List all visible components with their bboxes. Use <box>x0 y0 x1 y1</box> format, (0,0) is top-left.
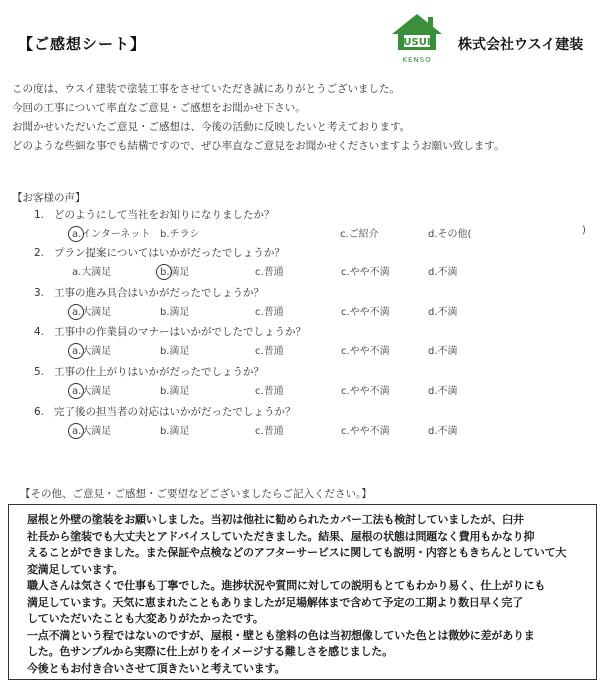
option-letter: c. <box>255 346 264 357</box>
answer-option[interactable] <box>72 263 111 278</box>
option-label: 普通 <box>263 346 284 357</box>
customer-voice-label: 【お客様の声】 <box>12 192 86 204</box>
intro-line: どのような些細な事でも結構ですので、ぜひ率直なご意見をお聞かせくださいますようお願い致します。 <box>12 140 505 152</box>
option-letter: b. <box>160 307 170 318</box>
question-label: 工事中の作業員のマナーはいかがでしたでしょうか？ <box>54 326 307 338</box>
answer-option[interactable] <box>255 303 284 318</box>
comment-line: 変満足しています。 <box>27 562 124 576</box>
option-label: 満足 <box>169 346 190 357</box>
answer-option[interactable] <box>72 303 111 318</box>
option-letter: c. <box>255 267 264 278</box>
intro-text <box>12 80 597 156</box>
option-label: 満足 <box>169 426 190 437</box>
option-letter: b. <box>160 346 170 357</box>
option-label: やや不満 <box>349 307 390 318</box>
answer-option[interactable] <box>160 342 190 357</box>
question-text <box>34 324 306 339</box>
question-text <box>34 285 264 300</box>
intro-line: この度は、ウスイ建装で塗装工事をさせていただき誠にありがとうございました。 <box>12 83 400 95</box>
answer-option[interactable] <box>341 263 390 278</box>
answer-option[interactable] <box>341 422 390 437</box>
answer-option[interactable] <box>160 382 190 397</box>
answer-option[interactable] <box>428 303 458 318</box>
question-label: どのようにして当社をお知りになりましたか？ <box>54 209 275 221</box>
option-letter: b. <box>160 386 170 397</box>
company-name: 株式会社ウスイ建装 <box>458 37 584 53</box>
option-label: 大満足 <box>81 346 112 357</box>
comment-line: 職人さんは気さくで仕事も丁寧でした。進捗状況や質問に対しての説明もとてもわかり易く、仕上がりにも <box>27 579 546 592</box>
comment-line: していただいたことも大変ありがたかったです。 <box>27 612 264 625</box>
question-label: 工事の進み具合はいかがだったでしょうか？ <box>54 287 265 299</box>
question-number: 5. <box>34 366 45 378</box>
option-letter: c. <box>341 386 350 397</box>
comment-line: 社長から塗装でも大丈夫とアドバイスしていただきました。結果、屋根の状態は問題なく費用もかなり抑 <box>27 529 535 543</box>
option-label: やや不満 <box>349 267 390 278</box>
house-logo-icon <box>388 12 446 68</box>
question-label: 工事の仕上がりはいかがだったでしょうか？ <box>54 366 265 378</box>
comment-line: 一点不満という程ではないのですが、屋根・壁とも塗料の色は当初想像していた色とは微妙に差がありま <box>27 628 535 642</box>
answer-option[interactable] <box>255 422 284 437</box>
comment-box <box>8 504 597 680</box>
option-label: 普通 <box>263 307 284 318</box>
answer-option[interactable] <box>255 263 284 278</box>
option-letter: c. <box>255 386 264 397</box>
option-label: 大満足 <box>81 267 112 278</box>
option-letter: c. <box>341 426 350 437</box>
option-letter: d. <box>428 229 438 240</box>
option-label: 満足 <box>169 307 190 318</box>
answer-option[interactable] <box>428 342 458 357</box>
intro-line: 今回の工事について率直なご意見・ご感想をお聞かせ下さい。 <box>12 102 306 114</box>
option-letter: a. <box>72 426 82 437</box>
answer-option[interactable] <box>255 342 284 357</box>
question-number: 4. <box>34 326 45 338</box>
option-letter: c. <box>341 307 350 318</box>
option-letter: a. <box>72 267 82 278</box>
answer-option[interactable] <box>341 303 390 318</box>
option-letter: a. <box>72 307 82 318</box>
comment-line: 満足しています。天気に恵まれたこともありましたが足場解体まで含めて予定の工期より数日早く完了 <box>27 595 523 609</box>
question-number: 6. <box>34 406 45 418</box>
answer-option[interactable] <box>255 382 284 397</box>
question-number: 3. <box>34 287 45 299</box>
option-letter: c. <box>255 307 264 318</box>
company-logo <box>388 12 446 68</box>
option-letter: d. <box>428 307 438 318</box>
option-label: やや不満 <box>349 346 390 357</box>
answer-option[interactable] <box>340 225 379 240</box>
option-letter: c. <box>341 346 350 357</box>
question-text <box>34 245 285 260</box>
answer-option[interactable] <box>160 422 190 437</box>
option-letter: c. <box>340 229 349 240</box>
option-letter: b. <box>160 267 170 278</box>
answer-option[interactable] <box>428 263 458 278</box>
answer-option[interactable] <box>428 382 458 397</box>
answer-option[interactable] <box>72 225 150 240</box>
option-label: 不満 <box>437 386 458 397</box>
logo-subtext: KENSO <box>402 56 432 64</box>
option-label: 普通 <box>263 386 284 397</box>
question-label: 完了後の担当者の対応はいかがだったでしょうか？ <box>54 406 296 418</box>
option-label: 不満 <box>437 426 458 437</box>
intro-line: お聞かせいただいたご意見・ご感想は、今後の活動に反映したいと考えております。 <box>12 121 411 133</box>
comment-line: 今後ともお付き合いさせて頂きたいと考えています。 <box>27 661 286 675</box>
option-label: 大満足 <box>81 386 112 397</box>
answer-option[interactable] <box>160 303 190 318</box>
question-label: プラン提案についてはいかがだったでしょうか？ <box>54 247 285 259</box>
option-label: ご紹介 <box>348 229 379 240</box>
option-label: 大満足 <box>81 426 112 437</box>
option-label: チラシ <box>169 229 200 240</box>
option-label: 満足 <box>169 267 190 278</box>
option-label: 満足 <box>169 386 190 397</box>
comment-line: した。色サンプルから実際に仕上がりをイメージする難しさを感じました。 <box>27 645 393 658</box>
question-text <box>34 404 296 419</box>
question-number: 2. <box>34 247 45 259</box>
option-letter: d. <box>428 386 438 397</box>
answer-option[interactable] <box>160 225 200 240</box>
logo-text: USUI <box>403 37 431 48</box>
option-letter: a. <box>72 386 82 397</box>
option-letter: d. <box>428 267 438 278</box>
option-label: その他( <box>437 229 472 240</box>
answer-option[interactable] <box>341 342 390 357</box>
option-letter: b. <box>160 229 170 240</box>
option-letter: d. <box>428 426 438 437</box>
question-text <box>34 207 275 222</box>
answer-option[interactable] <box>72 422 111 437</box>
answer-option[interactable] <box>160 263 190 278</box>
option-label: インターネット <box>81 229 151 240</box>
question-number: 1. <box>34 209 45 221</box>
option-label: 普通 <box>263 267 284 278</box>
comment-label: 【その他、ご意見・ご感想・ご要望などございましたらご記入ください。】 <box>20 488 372 500</box>
page-title: 【ご感想シート】 <box>18 35 147 53</box>
answer-option[interactable] <box>428 422 458 437</box>
option-label: 大満足 <box>81 307 112 318</box>
option-label: 普通 <box>263 426 284 437</box>
question-text <box>34 364 264 379</box>
other-close-paren: ) <box>582 225 586 236</box>
comment-line: 屋根と外壁の塗装をお願いしました。当初は他社に勧められたカバー工法も検討していましたが、臼井 <box>27 513 524 526</box>
option-letter: d. <box>428 346 438 357</box>
option-letter: a. <box>72 346 82 357</box>
option-label: やや不満 <box>349 386 390 397</box>
option-label: やや不満 <box>349 426 390 437</box>
option-label: 不満 <box>437 346 458 357</box>
option-letter: c. <box>341 267 350 278</box>
option-letter: c. <box>255 426 264 437</box>
option-letter: b. <box>160 426 170 437</box>
option-label: 不満 <box>437 307 458 318</box>
answer-option[interactable] <box>341 382 390 397</box>
answer-option[interactable] <box>72 342 111 357</box>
answer-option[interactable] <box>72 382 111 397</box>
comment-line: えることができました。また保証や点検などのアフターサービスに関しても説明・内容ともきちんとしていて大 <box>27 546 567 559</box>
option-label: 不満 <box>437 267 458 278</box>
answer-option[interactable] <box>428 225 471 240</box>
option-letter: a. <box>72 229 82 240</box>
